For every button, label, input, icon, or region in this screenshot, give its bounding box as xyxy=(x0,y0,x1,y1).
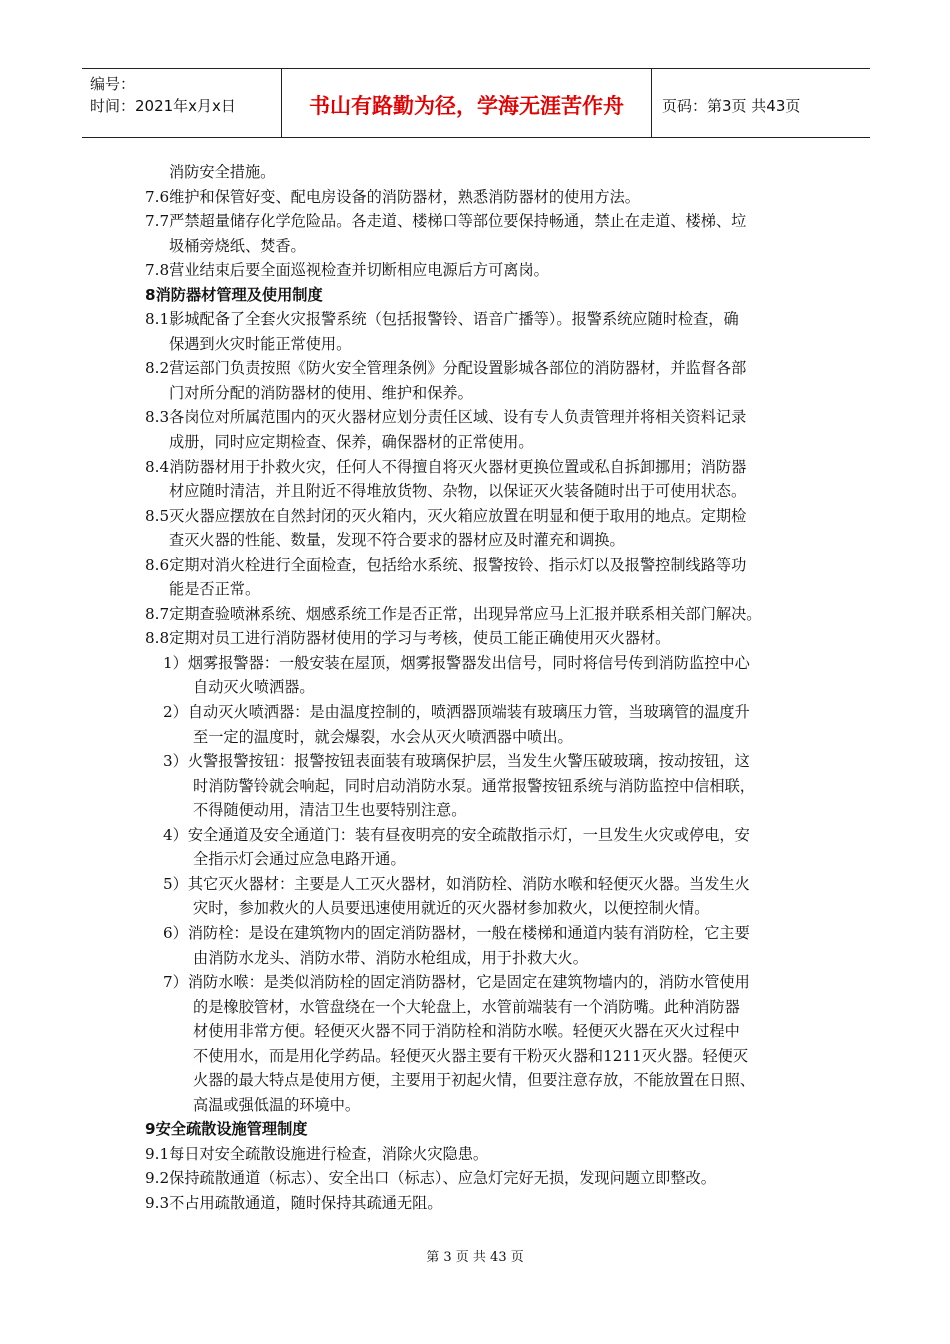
document-body xyxy=(145,160,825,1216)
text-line: 圾桶旁烧纸、焚香。 xyxy=(169,236,306,255)
text-line: 8.7定期查验喷淋系统、烟感系统工作是否正常，出现异常应马上汇报并联系相关部门解决。 xyxy=(145,604,762,623)
text-line: 9.1每日对安全疏散设施进行检查，消除火灾隐患。 xyxy=(145,1144,489,1163)
page-header xyxy=(82,68,870,138)
text-line: 材应随时清洁，并且附近不得堆放货物、杂物，以保证灭火装备随时出于可使用状态。 xyxy=(169,482,747,501)
text-line: 查灭火器的性能、数量，发现不符合要求的器材应及时灌充和调换。 xyxy=(169,531,625,550)
text-line: 全指示灯会通过应急电路开通。 xyxy=(193,850,406,869)
text-line: 7.7严禁超量储存化学危险品。各走道、楼梯口等部位要保持畅通，禁止在走道、楼梯、垃 xyxy=(145,212,747,231)
section-heading: 9安全疏散设施管理制度 xyxy=(145,1120,308,1139)
text-line: 7）消防水喉：是类似消防栓的固定消防器材，它是固定在建筑物墙内的，消防水管使用 xyxy=(163,973,750,992)
text-line: 不得随便动用，清洁卫生也要特别注意。 xyxy=(193,801,467,820)
text-line: 成册，同时应定期检查、保养，确保器材的正常使用。 xyxy=(169,433,534,452)
text-line: 9.3不占用疏散通道，随时保持其疏通无阻。 xyxy=(145,1193,443,1212)
text-line: 8.2营运部门负责按照《防火安全管理条例》分配设置影城各部位的消防器材，并监督各部 xyxy=(145,359,747,378)
document-number: 编号： xyxy=(90,75,136,93)
text-line: 3）火警报警按钮：报警按钮表面装有玻璃保护层，当发生火警压破玻璃，按动按钮，这 xyxy=(163,752,750,771)
text-line: 8.6定期对消火栓进行全面检查，包括给水系统、报警按铃、指示灯以及报警控制线路等功 xyxy=(145,555,747,574)
text-line: 9.2保持疏散通道（标志）、安全出口（标志）、应急灯完好无损，发现问题立即整改。 xyxy=(145,1169,716,1188)
text-line: 能是否正常。 xyxy=(169,580,261,599)
text-line: 7.6维护和保管好变、配电房设备的消防器材，熟悉消防器材的使用方法。 xyxy=(145,187,640,206)
text-line: 8.8定期对员工进行消防器材使用的学习与考核，使员工能正确使用灭火器材。 xyxy=(145,629,671,648)
text-line: 8.1影城配备了全套火灾报警系统（包括报警铃、语音广播等）。报警系统应随时检查，确 xyxy=(145,310,739,329)
text-line: 时消防警铃就会响起，同时启动消防水泵。通常报警按钮系统与消防监控中信相联， xyxy=(193,776,755,795)
text-line: 由消防水龙头、消防水带、消防水枪组成，用于扑救大火。 xyxy=(193,948,588,967)
page-footer: 第 3 页 共 43 页 xyxy=(426,1250,524,1265)
text-line: 6）消防栓：是设在建筑物内的固定消防器材，一般在楼梯和通道内装有消防栓，它主要 xyxy=(163,923,750,942)
text-line: 消防安全措施。 xyxy=(169,163,276,181)
text-line: 材使用非常方便。轻便灭火器不同于消防栓和消防水喉。轻便灭火器在灭火过程中 xyxy=(193,1022,740,1041)
text-line: 8.4消防器材用于扑救火灾，任何人不得擅自将灭火器材更换位置或私自拆卸挪用；消防器 xyxy=(145,457,747,476)
text-line: 5）其它灭火器材：主要是人工灭火器材，如消防栓、消防水喉和轻便灭火器。当发生火 xyxy=(163,874,750,893)
text-line: 火器的最大特点是使用方便，主要用于初起火情，但要注意存放，不能放置在日照、 xyxy=(193,1071,755,1090)
document-date: 时间：2021年x月x日 xyxy=(90,97,236,115)
text-line: 7.8营业结束后要全面巡视检查并切断相应电源后方可离岗。 xyxy=(145,261,549,280)
text-line: 不使用水，而是用化学药品。轻便灭火器主要有干粉灭火器和1211灭火器。轻便灭 xyxy=(193,1046,749,1065)
text-line: 高温或强低温的环境中。 xyxy=(193,1095,361,1114)
text-line: 4）安全通道及安全通道门：装有昼夜明亮的安全疏散指示灯，一旦发生火灾或停电，安 xyxy=(163,825,750,844)
text-line: 的是橡胶管材，水管盘绕在一个大轮盘上，水管前端装有一个消防嘴。此种消防器 xyxy=(193,997,740,1016)
text-line: 1）烟雾报警器：一般安装在屋顶，烟雾报警器发出信号，同时将信号传到消防监控中心 xyxy=(163,653,750,672)
text-line: 灾时，参加救火的人员要迅速使用就近的灭火器材参加救火，以便控制火情。 xyxy=(193,899,710,918)
header-page-info: 页码：第3页 共43页 xyxy=(662,96,801,115)
text-line: 保遇到火灾时能正常使用。 xyxy=(169,334,352,353)
text-line: 至一定的温度时，就会爆裂，水会从灭火喷洒器中喷出。 xyxy=(193,727,573,746)
text-line: 2）自动灭火喷洒器：是由温度控制的，喷洒器顶端装有玻璃压力管，当玻璃管的温度升 xyxy=(163,703,750,722)
section-heading: 8消防器材管理及使用制度 xyxy=(145,285,323,304)
header-motto: 书山有路勤为径，学海无涯苦作舟 xyxy=(282,69,652,137)
text-line: 自动灭火喷洒器。 xyxy=(193,678,315,697)
header-meta xyxy=(82,69,282,137)
text-line: 门对所分配的消防器材的使用、维护和保养。 xyxy=(169,383,473,402)
text-line: 8.5灭火器应摆放在自然封闭的灭火箱内，灭火箱应放置在明显和便于取用的地点。定期检 xyxy=(145,506,747,525)
text-line: 8.3各岗位对所属范围内的灭火器材应划分责任区域、设有专人负责管理并将相关资料记录 xyxy=(145,408,747,427)
